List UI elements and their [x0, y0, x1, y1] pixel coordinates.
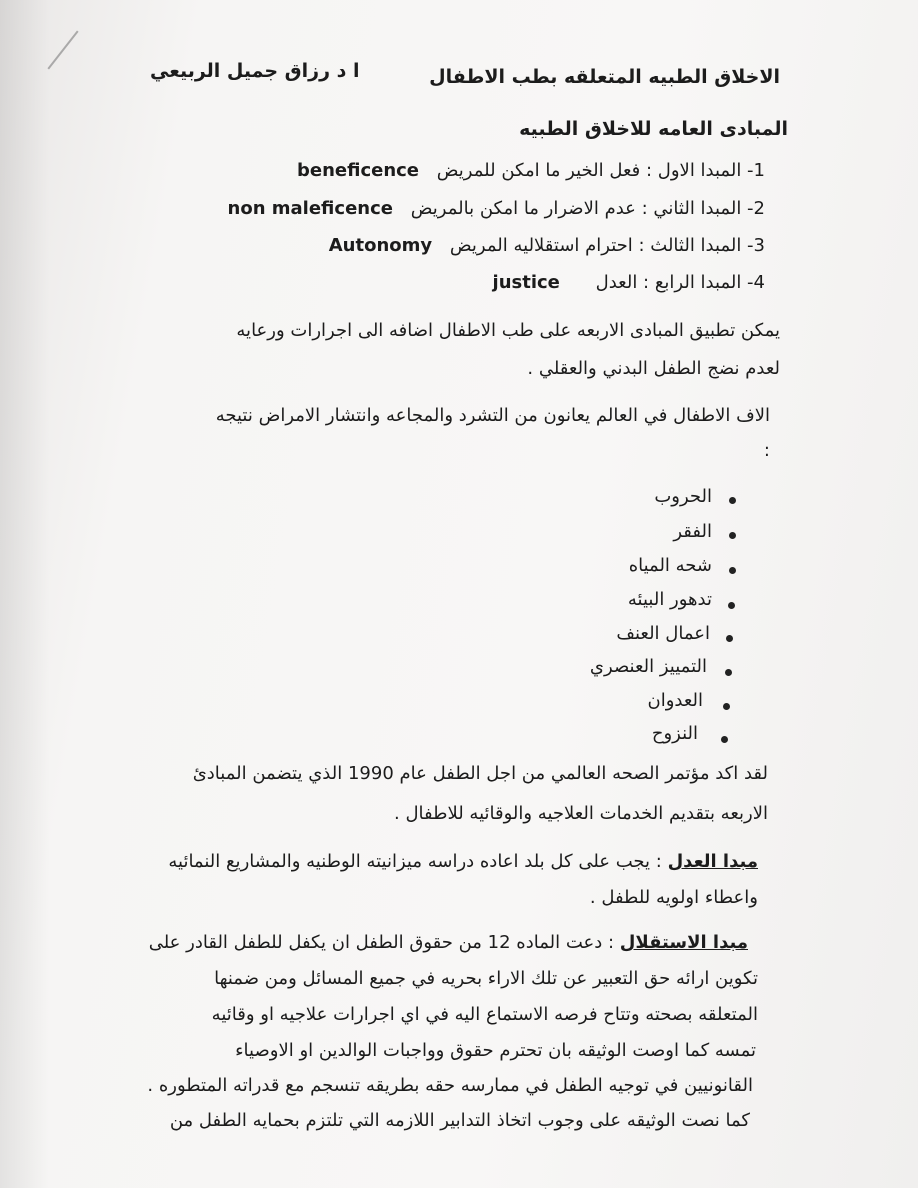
bullet-dot — [726, 635, 733, 642]
principle-4-ar: 4- المبدا الرابع : العدل — [595, 272, 765, 293]
cause-item: اعمال العنف — [616, 623, 710, 644]
para3-line2: الاربعه بتقديم الخدمات العلاجيه والوقائيه للاطفال . — [394, 803, 768, 824]
bullet-dot — [729, 567, 736, 574]
autonomy-line: تمسه كما اوصت الوثيقه بان تحترم حقوق وواجبات الوالدين او الاوصياء — [235, 1040, 756, 1061]
document-title: الاخلاق الطبيه المتعلقه بطب الاطفال — [429, 66, 780, 88]
bullet-dot — [723, 703, 730, 710]
principle-2 — [228, 198, 765, 219]
autonomy-line: كما نصت الوثيقه على وجوب اتخاذ التدابير اللازمه التي تلتزم بحمايه الطفل من — [169, 1110, 750, 1131]
autonomy-line: القانونيين في توجيه الطفل في ممارسه حقه بطريقه تنسجم مع قدراته المتطوره . — [147, 1075, 753, 1096]
cause-item: الفقر — [673, 521, 712, 542]
principle-2-en: non maleficence — [227, 198, 393, 219]
section-heading: المبادى العامه للاخلاق الطبيه — [519, 118, 788, 140]
bullet-dot — [725, 669, 732, 676]
justice-paragraph — [168, 851, 758, 872]
principle-1-en: beneficence — [296, 160, 420, 181]
justice-text: : يجب على كل بلد اعاده دراسه ميزانيته الوطنيه والمشاريع النمائيه — [168, 851, 668, 872]
autonomy-label: مبدا الاستقلال — [619, 932, 748, 953]
para2-line1: الاف الاطفال في العالم يعانون من التشرد والمجاعه وانتشار الامراض نتيجه — [215, 405, 770, 426]
autonomy-line: تكوين ارائه حق التعبير عن تلك الاراء بحريه في جميع المسائل ومن ضمنها — [214, 968, 758, 989]
justice-label: مبدا العدل — [667, 851, 758, 872]
para2-line2: : — [763, 440, 770, 461]
justice-line2: واعطاء اولويه للطفل . — [589, 887, 758, 908]
principle-3-en: Autonomy — [328, 235, 433, 256]
para1-line1: يمكن تطبيق المبادى الاربعه على طب الاطفال اضافه الى اجرارات ورعايه — [236, 320, 780, 341]
page-shadow — [0, 0, 50, 1188]
autonomy-text: : دعت الماده 12 من حقوق الطفل ان يكفل للطفل القادر على — [148, 932, 620, 953]
autonomy-line: المتعلقه بصحته وتتاح فرصه الاستماع اليه في اي اجرارات علاجيه او وقائيه — [211, 1004, 758, 1025]
cause-item: النزوح — [651, 723, 698, 744]
principle-1-ar: 1- المبدا الاول : فعل الخير ما امكن للمريض — [436, 160, 765, 181]
bullet-dot — [729, 532, 736, 539]
principle-3 — [329, 235, 765, 256]
cause-item: العدوان — [647, 690, 703, 711]
cause-item: الحروب — [654, 486, 712, 507]
cause-item: تدهور البيئه — [627, 589, 712, 610]
principle-2-ar: 2- المبدا الثاني : عدم الاضرار ما امكن بالمريض — [410, 198, 765, 219]
paper-crease — [47, 30, 78, 69]
cause-item: التمييز العنصري — [589, 656, 707, 677]
para1-line2: لعدم نضج الطفل البدني والعقلي . — [527, 358, 780, 379]
para3-line1: لقد اكد مؤتمر الصحه العالمي من اجل الطفل عام 1990 الذي يتضمن المبادئ — [192, 763, 768, 784]
bullet-dot — [729, 497, 736, 504]
bullet-dot — [728, 602, 735, 609]
principle-4 — [493, 272, 765, 293]
bullet-dot — [721, 736, 728, 743]
principle-4-en: justice — [492, 272, 560, 293]
autonomy-paragraph — [149, 932, 748, 953]
cause-item: شحه المياه — [628, 555, 712, 576]
principle-3-ar: 3- المبدا الثالث : احترام استقلاليه المريض — [449, 235, 765, 256]
author-name: ا د رزاق جميل الربيعي — [150, 60, 360, 82]
principle-1 — [297, 160, 765, 181]
